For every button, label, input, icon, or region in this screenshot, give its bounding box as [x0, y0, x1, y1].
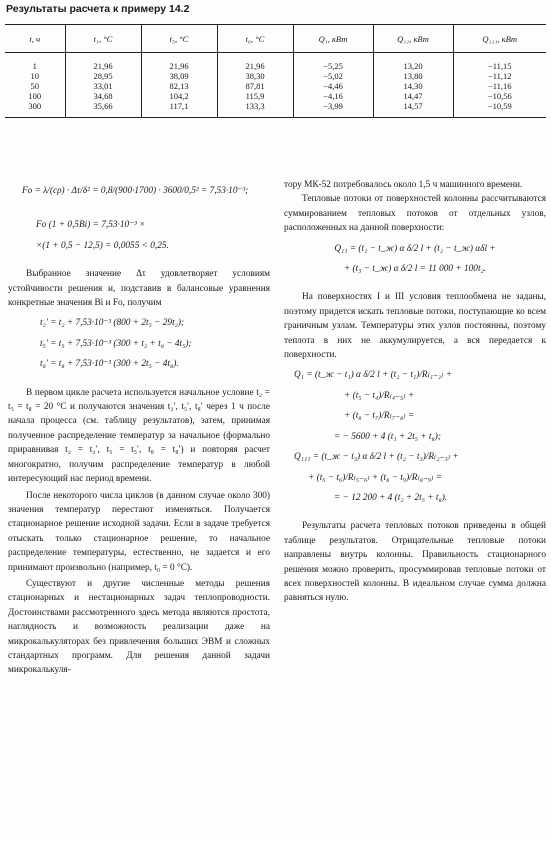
cell-q1: −5,25 −5,02 −4,46 −4,16 −3,99 — [293, 53, 373, 118]
equation-q1-d: = − 5600 + 4 (t₁ + 2t₅ + t₈); — [334, 431, 441, 442]
equation-q1-c: + (t₈ − t₇)/R₍₇₋₈₎ = — [344, 411, 415, 422]
table-row — [5, 53, 546, 118]
cell-t5: 21,96 38,09 82,13 104,2 117,1 — [141, 53, 217, 118]
header-q2: Q₁₁, кВт — [373, 25, 453, 53]
cell-q3: −11,15 −11,12 −11,16 −10,56 −10,59 — [453, 53, 546, 118]
paragraph: тору МК-52 потребовалось около 1,5 ч машинного времени. — [284, 180, 523, 190]
paragraph: После некоторого числа циклов (в данном случае около 300) значения температур перестают изменяться. Получается стационарное решение исходной задачи. Если в задаче требуется отыскать только стационарное решение, то начальное распределение температуры, естественно, не задается и его принимают произвольно (например, t₀ = 0 °C). — [8, 490, 270, 573]
equation-q3-a: Q₁₁₁ = (t_ж − t₃) α δ/2 l + (t₂ − t₃)/R₍₂₋₃₎ + — [294, 452, 459, 463]
equation-fo-bi-cont: ×(1 + 0,5 − 12,5) = 0,0055 < 0,25. — [36, 240, 169, 251]
cell-t6: 21,96 38,30 87,81 115,9 133,3 — [217, 53, 293, 118]
equation-q2-b: + (t₃ − t_ж) α δ/2 l = 11 000 + 100t₂. — [343, 264, 487, 275]
paragraph: Тепловые потоки от поверхностей колонны рассчитываются суммированием тепловых потоков от отдельных узлов, расположенных на данной поверхности: — [284, 194, 546, 234]
equation-q1-b: + (t₅ − t₄)/R₍₄₋₅₎ + — [344, 390, 415, 401]
header-t6: t₆, °C — [217, 25, 293, 53]
header-time: t, ч — [5, 25, 65, 53]
paragraph: В первом цикле расчета используется начальное условие t₂ = t₅ = t₈ = 20 °C и получаются значения t₂′, t₅′, t₈′ через 1 ч после начала процесса (см. таблицу результатов), затем, принимая полученное распределение температур за начальное (формально приравнивая t₂ = t₂′, t₅ = t₅′, t₈ = t₈′) и повторяя расчет многократно, получим распределение температур в любой интересующий нас период времени. — [8, 387, 270, 485]
equation-t8: t₈′ = t₈ + 7,53·10⁻³ (300 + 2t₅ − 4t₈). — [40, 359, 179, 370]
cell-t1: 21,96 28,95 33,01 34,68 35,66 — [65, 53, 141, 118]
header-t5: t₅, °C — [141, 25, 217, 53]
paragraph: Результаты расчета тепловых потоков приведены в общей таблице результатов. Отрицательные тепловые потоки направлены внутрь колонны. Правильность стационарного решения можно проверить, просуммировав тепловые потоки от всех поверхностей колонны. В идеальном случае сумма должна равняться нулю. — [284, 521, 546, 604]
cell-time: 1 10 50 100 300 — [5, 53, 65, 118]
equation-fo: Fo = λ/(cρ) · Δτ/δ² = 0,8/(900·1700) · 3600/0,5² = 7,53·10⁻³; — [22, 186, 249, 196]
results-table — [5, 24, 546, 118]
header-t1: t₁, °C — [65, 25, 141, 53]
right-column — [284, 178, 546, 608]
equation-t5: t₅′ = t₅ + 7,53·10⁻³ (300 + t₂ + t₈ − 4t₅); — [40, 338, 192, 349]
equation-fo-bi: Fo (1 + 0,5Bi) = 7,53·10⁻³ × — [36, 220, 146, 231]
header-q1: Q₁, кВт — [293, 25, 373, 53]
equation-q1-a: Q₁ = (t_ж − t₁) α δ/2 l + (t₂ − t₁)/R₍₁₋₂₎ + — [294, 370, 453, 381]
header-q3: Q₁₁₁, кВт — [453, 25, 546, 53]
equation-q2-a: Q₁₁ = (t₁ − t_ж) α δ/2 l + (t₂ − t_ж) αδl + — [334, 243, 496, 254]
equation-q3-b: + (t₅ − t₆)/R₍₅₋₆₎ + (t₈ − t₉)/R₍₈₋₉₎ = — [308, 472, 443, 483]
paragraph: Выбранное значение Δτ удовлетворяет условиям устойчивости решения и, подставив в балансовые уравнения конкретные значения Bi и Fo, получим — [8, 269, 270, 309]
equation-q3-c: = − 12 200 + 4 (t₂ + 2t₅ + t₈). — [334, 492, 448, 503]
paragraph: На поверхностях I и III условия теплообмена не заданы, поэтому придется искать тепловые потоки, поступающие ко всем граничным узлам. Температуры этих узлов постоянны, поэтому теплота в них не аккумулируется, а вся передается к поверхности. — [284, 292, 546, 361]
table-caption: Результаты расчета к примеру 14.2 — [6, 3, 190, 15]
left-column — [8, 178, 270, 680]
paragraph: Существуют и другие численные методы решения стационарных и нестационарных задач теплопроводности. Достоинствами рассмотренного здесь метода являются простота, наглядность и возможность реализации даже на микрокалькуляторах без привлечения больших ЭВМ и сложных стандартных программ. Для решения данной задачи микрокалькуля- — [8, 578, 270, 676]
cell-q2: 13,20 13,80 14,30 14,47 14,57 — [373, 53, 453, 118]
equation-t2: t₂′ = t₂ + 7,53·10⁻³ (800 + 2t₅ − 29t₂); — [40, 318, 185, 329]
